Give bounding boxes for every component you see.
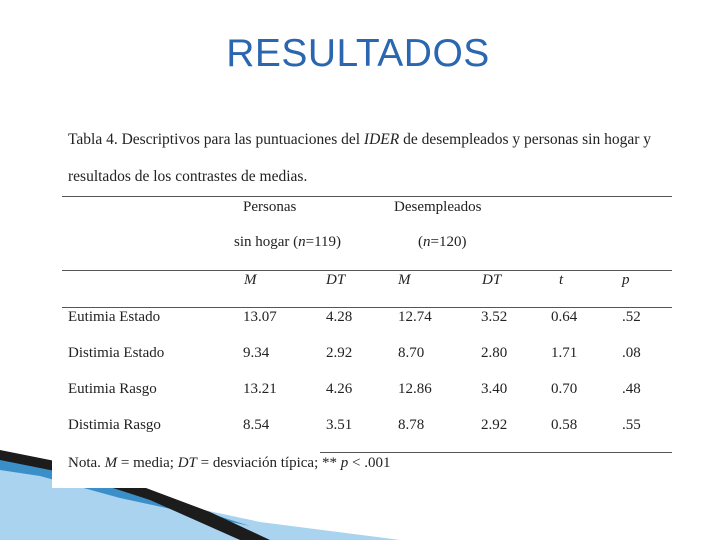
cell-dt-unemployed: 2.92	[481, 417, 508, 433]
table-header-rule	[62, 270, 672, 271]
cell-dt-homeless: 4.26	[326, 381, 353, 397]
caption-line2: resultados de los contrastes de medias.	[68, 168, 308, 185]
table-column-rule	[62, 307, 672, 308]
cell-m-unemployed: 8.78	[398, 417, 425, 433]
caption-suffix: de desempleados y personas sin hogar y	[399, 131, 652, 148]
cell-m-homeless: 13.21	[243, 381, 277, 397]
row-label: Eutimia Estado	[68, 309, 161, 325]
column-header-m-homeless: M	[244, 272, 257, 288]
cell-m-unemployed: 8.70	[398, 345, 425, 361]
column-header-m-unemployed: M	[398, 272, 411, 288]
caption-prefix: Tabla 4. Descriptivos para las puntuaciones del	[68, 131, 364, 148]
cell-dt-unemployed: 3.52	[481, 309, 508, 325]
row-label: Distimia Estado	[68, 345, 165, 361]
column-header-dt-unemployed: DT	[482, 272, 502, 288]
cell-dt-unemployed: 3.40	[481, 381, 508, 397]
cell-t: 1.71	[551, 345, 578, 361]
cell-m-homeless: 8.54	[243, 417, 270, 433]
group-header-unemployed-line2: (n=120)	[418, 234, 467, 250]
cell-dt-homeless: 4.28	[326, 309, 353, 325]
cell-m-unemployed: 12.74	[398, 309, 432, 325]
group-header-unemployed-line1: Desempleados	[394, 199, 482, 215]
column-header-dt-homeless: DT	[326, 272, 346, 288]
column-header-t: t	[559, 272, 564, 288]
caption-acronym: IDER	[363, 131, 400, 148]
cell-t: 0.70	[551, 381, 578, 397]
cell-p: .08	[622, 345, 641, 361]
cell-t: 0.64	[551, 309, 578, 325]
cell-m-homeless: 13.07	[243, 309, 277, 325]
cell-t: 0.58	[551, 417, 578, 433]
cell-dt-unemployed: 2.80	[481, 345, 508, 361]
cell-p: .55	[622, 417, 641, 433]
row-label: Distimia Rasgo	[68, 417, 161, 433]
table-top-rule	[62, 196, 672, 197]
group-header-homeless-line1: Personas	[243, 199, 297, 215]
cell-p: .48	[622, 381, 641, 397]
cell-m-homeless: 9.34	[243, 345, 270, 361]
column-header-p: p	[622, 272, 630, 288]
cell-p: .52	[622, 309, 641, 325]
cell-m-unemployed: 12.86	[398, 381, 432, 397]
table-caption	[68, 121, 678, 195]
cell-dt-homeless: 3.51	[326, 417, 353, 433]
slide-title: RESULTADOS	[226, 32, 490, 75]
table-note: Nota. M = media; DT = desviación típica; ** p < .001	[68, 455, 391, 471]
group-header-homeless-line2: sin hogar (n=119)	[234, 234, 342, 250]
cell-dt-homeless: 2.92	[326, 345, 353, 361]
row-label: Eutimia Rasgo	[68, 381, 157, 397]
